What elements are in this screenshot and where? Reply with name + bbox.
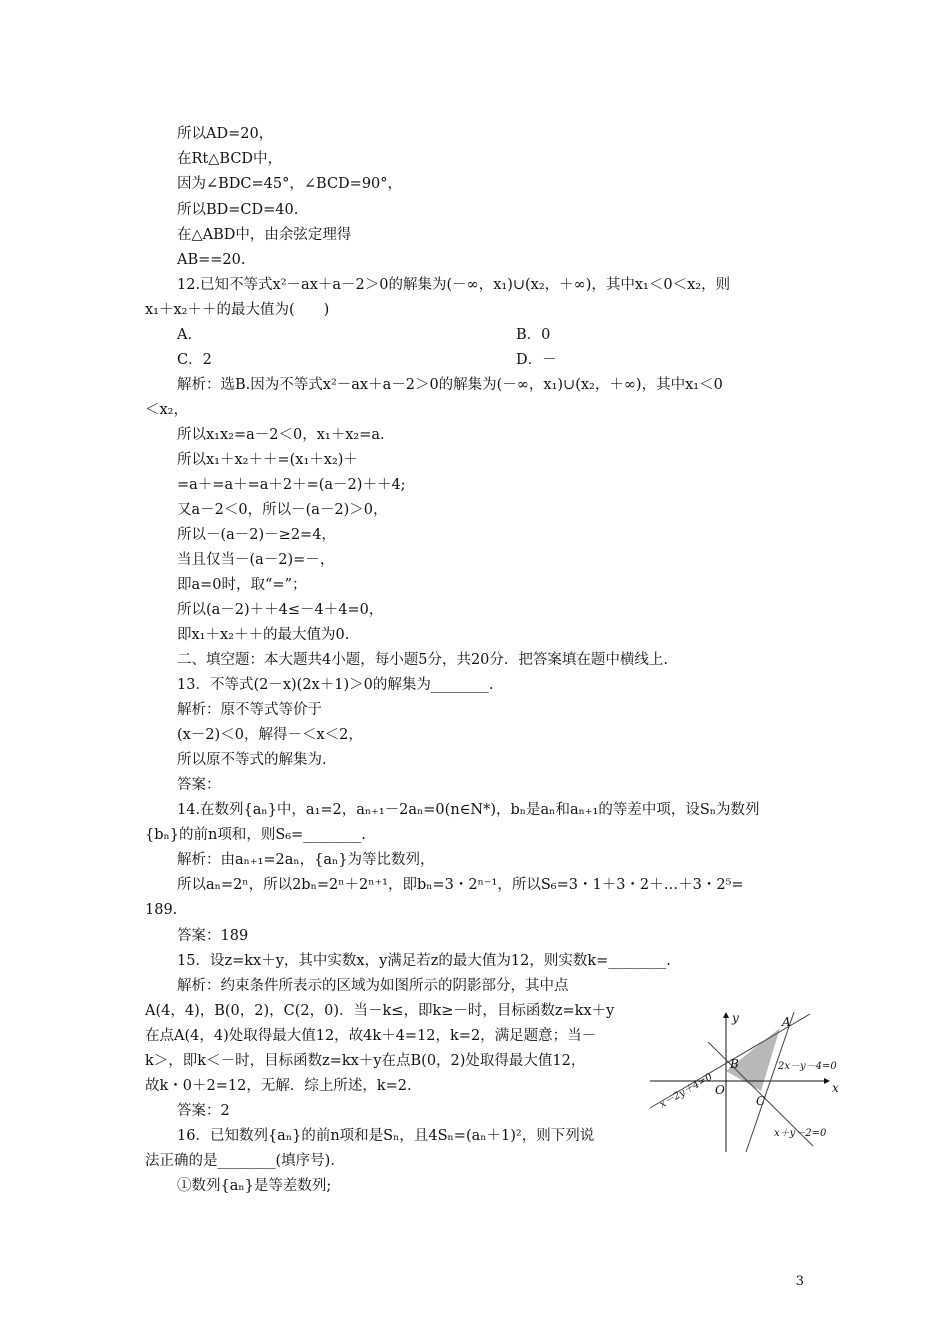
text-line: A(4，4)，B(0，2)，C(2，0)．当－k≤，即k≥－时，目标函数z=kx＋y [145,1003,615,1019]
text-line: 解析：选B.因为不等式x²－ax＋a－2＞0的解集为(－∞，x₁)∪(x₂，＋∞)，其中x₁＜0 [177,377,723,393]
y-axis-label: y [732,1011,739,1025]
point-b-label: B [730,1057,739,1071]
text-line: 当且仅当－(a－2)=－， [177,552,335,568]
text-line: AB==20. [177,252,246,268]
question-13: 13．不等式(2－x)(2x＋1)＞0的解集为________. [177,677,494,693]
text-line: 在点A(4，4)处取得最大值12，故4k＋4=12，k=2，满足题意；当－ [145,1028,597,1044]
x-axis-arrow [824,1078,830,1084]
y-axis-arrow [723,1012,729,1018]
answer-line: 答案：2 [177,1103,230,1119]
question-12: 12.已知不等式x²－ax＋a－2＞0的解集为(－∞，x₁)∪(x₂，＋∞)，其中x₁＜0＜x₂，则 [177,277,731,293]
text-line: (x－2)＜0，解得－＜x＜2， [177,727,363,743]
text-line: 所以BD=CD=40. [177,202,299,218]
option-a: A. [177,327,193,343]
text-line: 在Rt△BCD中， [177,151,283,167]
text-line: 所以(a－2)＋＋4≤－4＋4=0， [177,602,384,618]
option-d: D．－ [516,352,557,368]
answer-line: 答案： [177,777,221,793]
question-14: 14.在数列{aₙ}中，a₁=2，aₙ₊₁－2aₙ=0(n∈N*)，bₙ是aₙ和aₙ₊₁的等差中项，设Sₙ为数列 [177,802,760,818]
point-a-label: A [782,1015,791,1029]
text-line: 即x₁＋x₂＋＋的最大值为0. [177,627,350,643]
text-line: 所以原不等式的解集为. [177,752,327,768]
text-line: 所以x₁x₂=a－2＜0，x₁＋x₂=a. [177,427,385,443]
option-c: C．2 [177,352,212,368]
text-line: 法正确的是________(填序号). [145,1153,335,1169]
text-line: 即a=0时，取“=”； [177,577,307,593]
answer-line: 答案：189 [177,928,249,944]
line-label-2: 2x－y－4=0 [778,1061,837,1072]
origin-label: O [715,1083,725,1097]
text-line: ①数列{aₙ}是等差数列; [177,1178,332,1194]
text-line: 因为∠BDC=45°，∠BCD=90°， [177,176,403,192]
text-line: k＞，即k＜－时，目标函数z=kx＋y在点B(0，2)处取得最大值12， [145,1053,586,1069]
line-label-1: x－2y＋4=0 [658,1071,715,1111]
section-heading: 二、填空题：本大题共4小题，每小题5分，共20分．把答案填在题中横线上. [177,652,669,668]
text-line: 所以x₁＋x₂＋＋=(x₁＋x₂)＋ [177,452,358,468]
text-line: 故k・0＋2=12，无解．综上所述，k=2. [145,1078,412,1094]
text-line: 所以－(a－2)－≥2=4， [177,527,336,543]
feasible-region-figure [648,1012,838,1152]
text-line: 所以aₙ=2ⁿ，所以2bₙ=2ⁿ＋2ⁿ⁺¹，即bₙ=3・2ⁿ⁻¹，所以S₆=3・1＋3・2＋…＋3・2⁵= [177,877,744,893]
text-line: ＜x₂， [145,402,188,418]
text-line: {bₙ}的前n项和，则S₆=________. [145,827,366,843]
text-line: 所以AD=20， [177,126,274,142]
line-label-3: x＋y－2=0 [774,1128,827,1139]
question-16: 16．已知数列{aₙ}的前n项和是Sₙ，且4Sₙ=(aₙ＋1)²，则下列说 [177,1128,595,1144]
text-line: 189. [145,902,178,918]
text-line: 又a－2＜0，所以－(a－2)＞0， [177,502,388,518]
text-line: =a＋=a＋=a＋2＋=(a－2)＋＋4; [177,477,406,493]
point-c-label: C [756,1094,766,1108]
option-b: B．0 [516,327,551,343]
text-line: 解析：原不等式等价于 [177,702,322,718]
page-number: 3 [795,1274,804,1289]
text-line: 在△ABD中，由余弦定理得 [177,227,352,243]
question-15: 15．设z=kx＋y，其中实数x，y满足若z的最大值为12，则实数k=________. [177,953,671,969]
text-line: 解析：约束条件所表示的区域为如图所示的阴影部分，其中点 [177,978,569,994]
x-axis-label: x [832,1081,839,1095]
text-line: x₁＋x₂＋＋的最大值为( ) [145,302,330,318]
text-line: 解析：由aₙ₊₁=2aₙ，{aₙ}为等比数列， [177,852,435,868]
